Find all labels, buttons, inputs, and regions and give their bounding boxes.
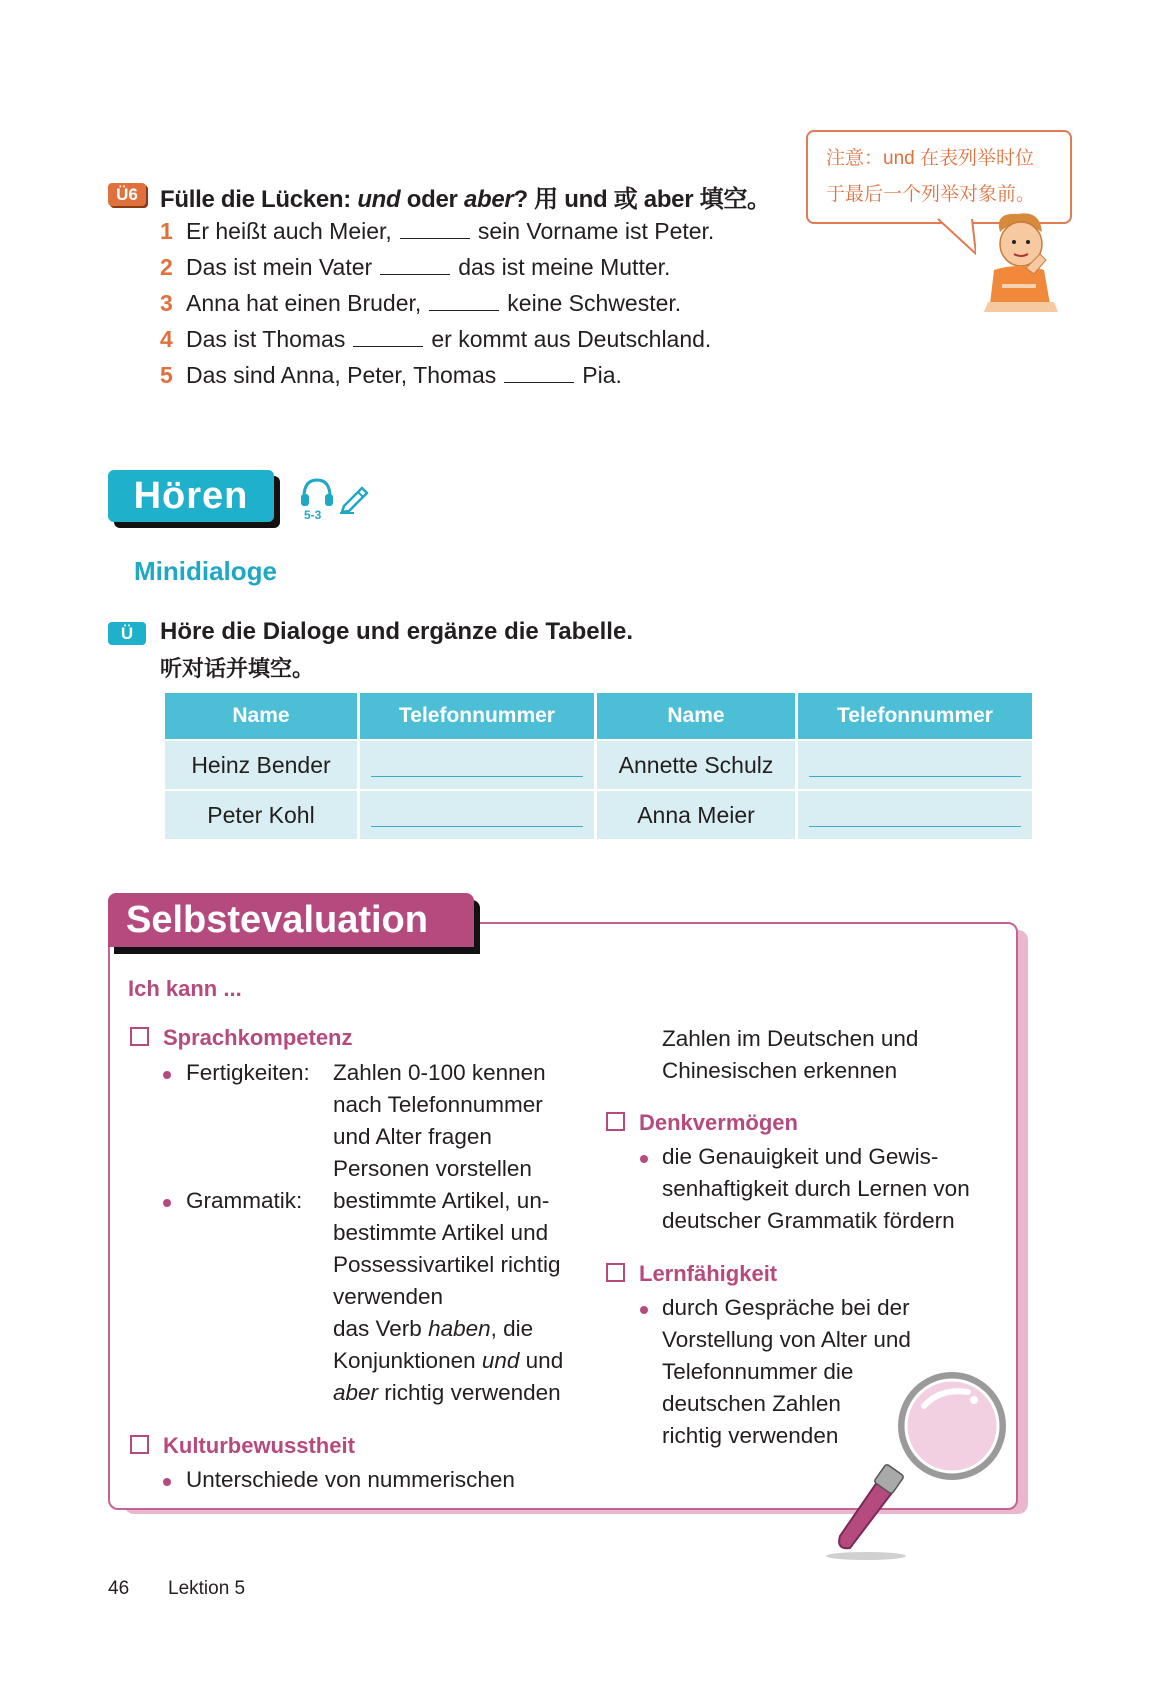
- column-header: Telefonnummer: [798, 693, 1032, 741]
- table-row: [165, 741, 1032, 791]
- fertigkeiten-label: Fertigkeiten:: [186, 1060, 310, 1085]
- title-aber: aber: [463, 186, 514, 213]
- item-number: 2: [160, 254, 173, 280]
- phone-blank[interactable]: [371, 754, 583, 777]
- fertigkeiten-line: nach Telefonnummer: [333, 1092, 543, 1117]
- grammatik-line: bestimmte Artikel und: [333, 1220, 549, 1245]
- exercise-item: [160, 252, 670, 282]
- fertigkeiten-line: Zahlen 0-100 kennen: [333, 1060, 546, 1085]
- bullet-icon: [640, 1306, 652, 1318]
- phone-table: [162, 693, 1035, 841]
- phone-cell[interactable]: [798, 791, 1032, 841]
- item-number: 4: [160, 326, 173, 352]
- phone-cell[interactable]: [798, 741, 1032, 791]
- fertigkeiten-line: Personen vorstellen: [333, 1156, 532, 1181]
- category-kulturbewusstheit: [130, 1433, 355, 1459]
- pencil-icon: [338, 480, 372, 514]
- item-after: keine Schwester.: [507, 290, 682, 316]
- item-after: er kommt aus Deutschland.: [431, 326, 712, 352]
- blank-input[interactable]: [504, 362, 574, 383]
- exercise-title-zh: 听对话并填空。: [160, 656, 315, 681]
- item-after: das ist meine Mutter.: [458, 254, 671, 280]
- phone-cell[interactable]: [360, 791, 594, 841]
- item-number: 1: [160, 218, 173, 244]
- category-sprachkompetenz: [130, 1025, 353, 1051]
- checkbox[interactable]: [606, 1112, 625, 1131]
- text-italic: haben: [428, 1316, 491, 1341]
- text: Konjunktionen: [333, 1348, 482, 1373]
- text: und: [519, 1348, 564, 1373]
- lern-line: deutschen Zahlen: [662, 1391, 841, 1416]
- name-cell: Anna Meier: [597, 791, 795, 841]
- item-number: 3: [160, 290, 173, 316]
- kultur-line: Zahlen im Deutschen und: [662, 1026, 919, 1051]
- exercise-badge: Ü6: [108, 183, 146, 206]
- column-header: Name: [165, 693, 357, 741]
- category-label: Lernfähigkeit: [639, 1261, 778, 1286]
- section-badge-hoeren: Hören: [108, 470, 274, 522]
- lern-line: Telefonnummer die: [662, 1359, 854, 1384]
- grammatik-label: Grammatik:: [186, 1188, 303, 1213]
- checkbox[interactable]: [130, 1435, 149, 1454]
- blank-input[interactable]: [353, 326, 423, 347]
- grammatik-line: verwenden: [333, 1284, 444, 1309]
- name-cell: Heinz Bender: [165, 741, 357, 791]
- checkbox[interactable]: [606, 1263, 625, 1282]
- note-line: 注意：und 在表列举时位: [826, 148, 1034, 169]
- lern-line: Vorstellung von Alter und: [662, 1327, 911, 1352]
- title-rest: ? 用 und 或 aber 填空。: [513, 186, 771, 213]
- denk-line: senhaftigkeit durch Lernen von: [662, 1176, 970, 1201]
- blank-input[interactable]: [429, 290, 499, 311]
- phone-cell[interactable]: [360, 741, 594, 791]
- exercise-item: [160, 360, 622, 390]
- kultur-line: Unterschiede von nummerischen: [186, 1467, 515, 1492]
- item-after: sein Vorname ist Peter.: [477, 218, 715, 244]
- grammatik-line: [333, 1345, 563, 1377]
- text: richtig verwenden: [378, 1380, 561, 1405]
- section-badge-selbstevaluation: Selbstevaluation: [108, 893, 474, 947]
- item-after: Pia.: [582, 362, 622, 388]
- denk-line: deutscher Grammatik fördern: [662, 1208, 955, 1233]
- kultur-line: Chinesischen erkennen: [662, 1058, 898, 1083]
- table-row: [165, 791, 1032, 841]
- bullet-icon: [163, 1199, 175, 1211]
- title-oder: oder: [400, 186, 464, 213]
- subheading-minidialoge: Minidialoge: [134, 556, 277, 586]
- page-number: 46: [108, 1578, 130, 1599]
- denk-line: die Genauigkeit und Gewis-: [662, 1144, 939, 1169]
- ich-kann-heading: Ich kann ...: [128, 976, 242, 1001]
- lern-line: richtig verwenden: [662, 1423, 839, 1448]
- boy-illustration: [980, 210, 1060, 318]
- text: das Verb: [333, 1316, 429, 1341]
- name-cell: Peter Kohl: [165, 791, 357, 841]
- category-label: Denkvermögen: [639, 1110, 798, 1135]
- text: , die: [490, 1316, 534, 1341]
- phone-blank[interactable]: [809, 754, 1021, 777]
- checkbox[interactable]: [130, 1027, 149, 1046]
- text-italic: aber: [333, 1380, 379, 1405]
- item-before: Er heißt auch Meier,: [186, 218, 392, 244]
- item-before: Das sind Anna, Peter, Thomas: [186, 362, 497, 388]
- note-line: 于最后一个列举对象前。: [826, 184, 1036, 205]
- grammatik-line: Possessivartikel richtig: [333, 1252, 561, 1277]
- headphones-icon[interactable]: [300, 477, 334, 509]
- column-header: Name: [597, 693, 795, 741]
- magnifying-glass-icon: [820, 1360, 1020, 1560]
- lesson-label: Lektion 5: [168, 1578, 246, 1599]
- phone-blank[interactable]: [371, 804, 583, 827]
- bullet-icon: [640, 1155, 652, 1167]
- item-number: 5: [160, 362, 173, 388]
- audio-track-number: 5-3: [304, 508, 322, 522]
- note-bubble-tail: [936, 218, 976, 258]
- lern-line: durch Gespräche bei der: [662, 1295, 910, 1320]
- title-und: und: [357, 186, 401, 213]
- grammatik-line: bestimmte Artikel, un-: [333, 1188, 550, 1213]
- item-before: Das ist Thomas: [186, 326, 346, 352]
- exercise-title: Höre die Dialoge und ergänze die Tabelle.: [160, 618, 633, 645]
- exercise-title: [160, 179, 771, 214]
- exercise-badge: Ü: [108, 622, 146, 645]
- fertigkeiten-line: und Alter fragen: [333, 1124, 492, 1149]
- category-label: Sprachkompetenz: [163, 1025, 353, 1050]
- name-cell: Annette Schulz: [597, 741, 795, 791]
- bullet-icon: [163, 1478, 175, 1490]
- exercise-item: [160, 288, 681, 318]
- category-lernfaehigkeit: [606, 1261, 777, 1287]
- category-denkvermoegen: [606, 1110, 798, 1136]
- column-header: Telefonnummer: [360, 693, 594, 741]
- item-before: Das ist mein Vater: [186, 254, 373, 280]
- phone-blank[interactable]: [809, 804, 1021, 827]
- category-label: Kulturbewusstheit: [163, 1433, 355, 1458]
- title-part: Fülle die Lücken:: [160, 186, 358, 213]
- grammatik-line: [333, 1377, 561, 1409]
- grammatik-line: [333, 1313, 533, 1345]
- table-header-row: [165, 693, 1032, 741]
- item-before: Anna hat einen Bruder,: [186, 290, 422, 316]
- blank-input[interactable]: [380, 254, 450, 275]
- exercise-item: [160, 324, 711, 354]
- bullet-icon: [163, 1071, 175, 1083]
- text-italic: und: [481, 1348, 520, 1373]
- exercise-item: [160, 216, 714, 246]
- blank-input[interactable]: [400, 218, 470, 239]
